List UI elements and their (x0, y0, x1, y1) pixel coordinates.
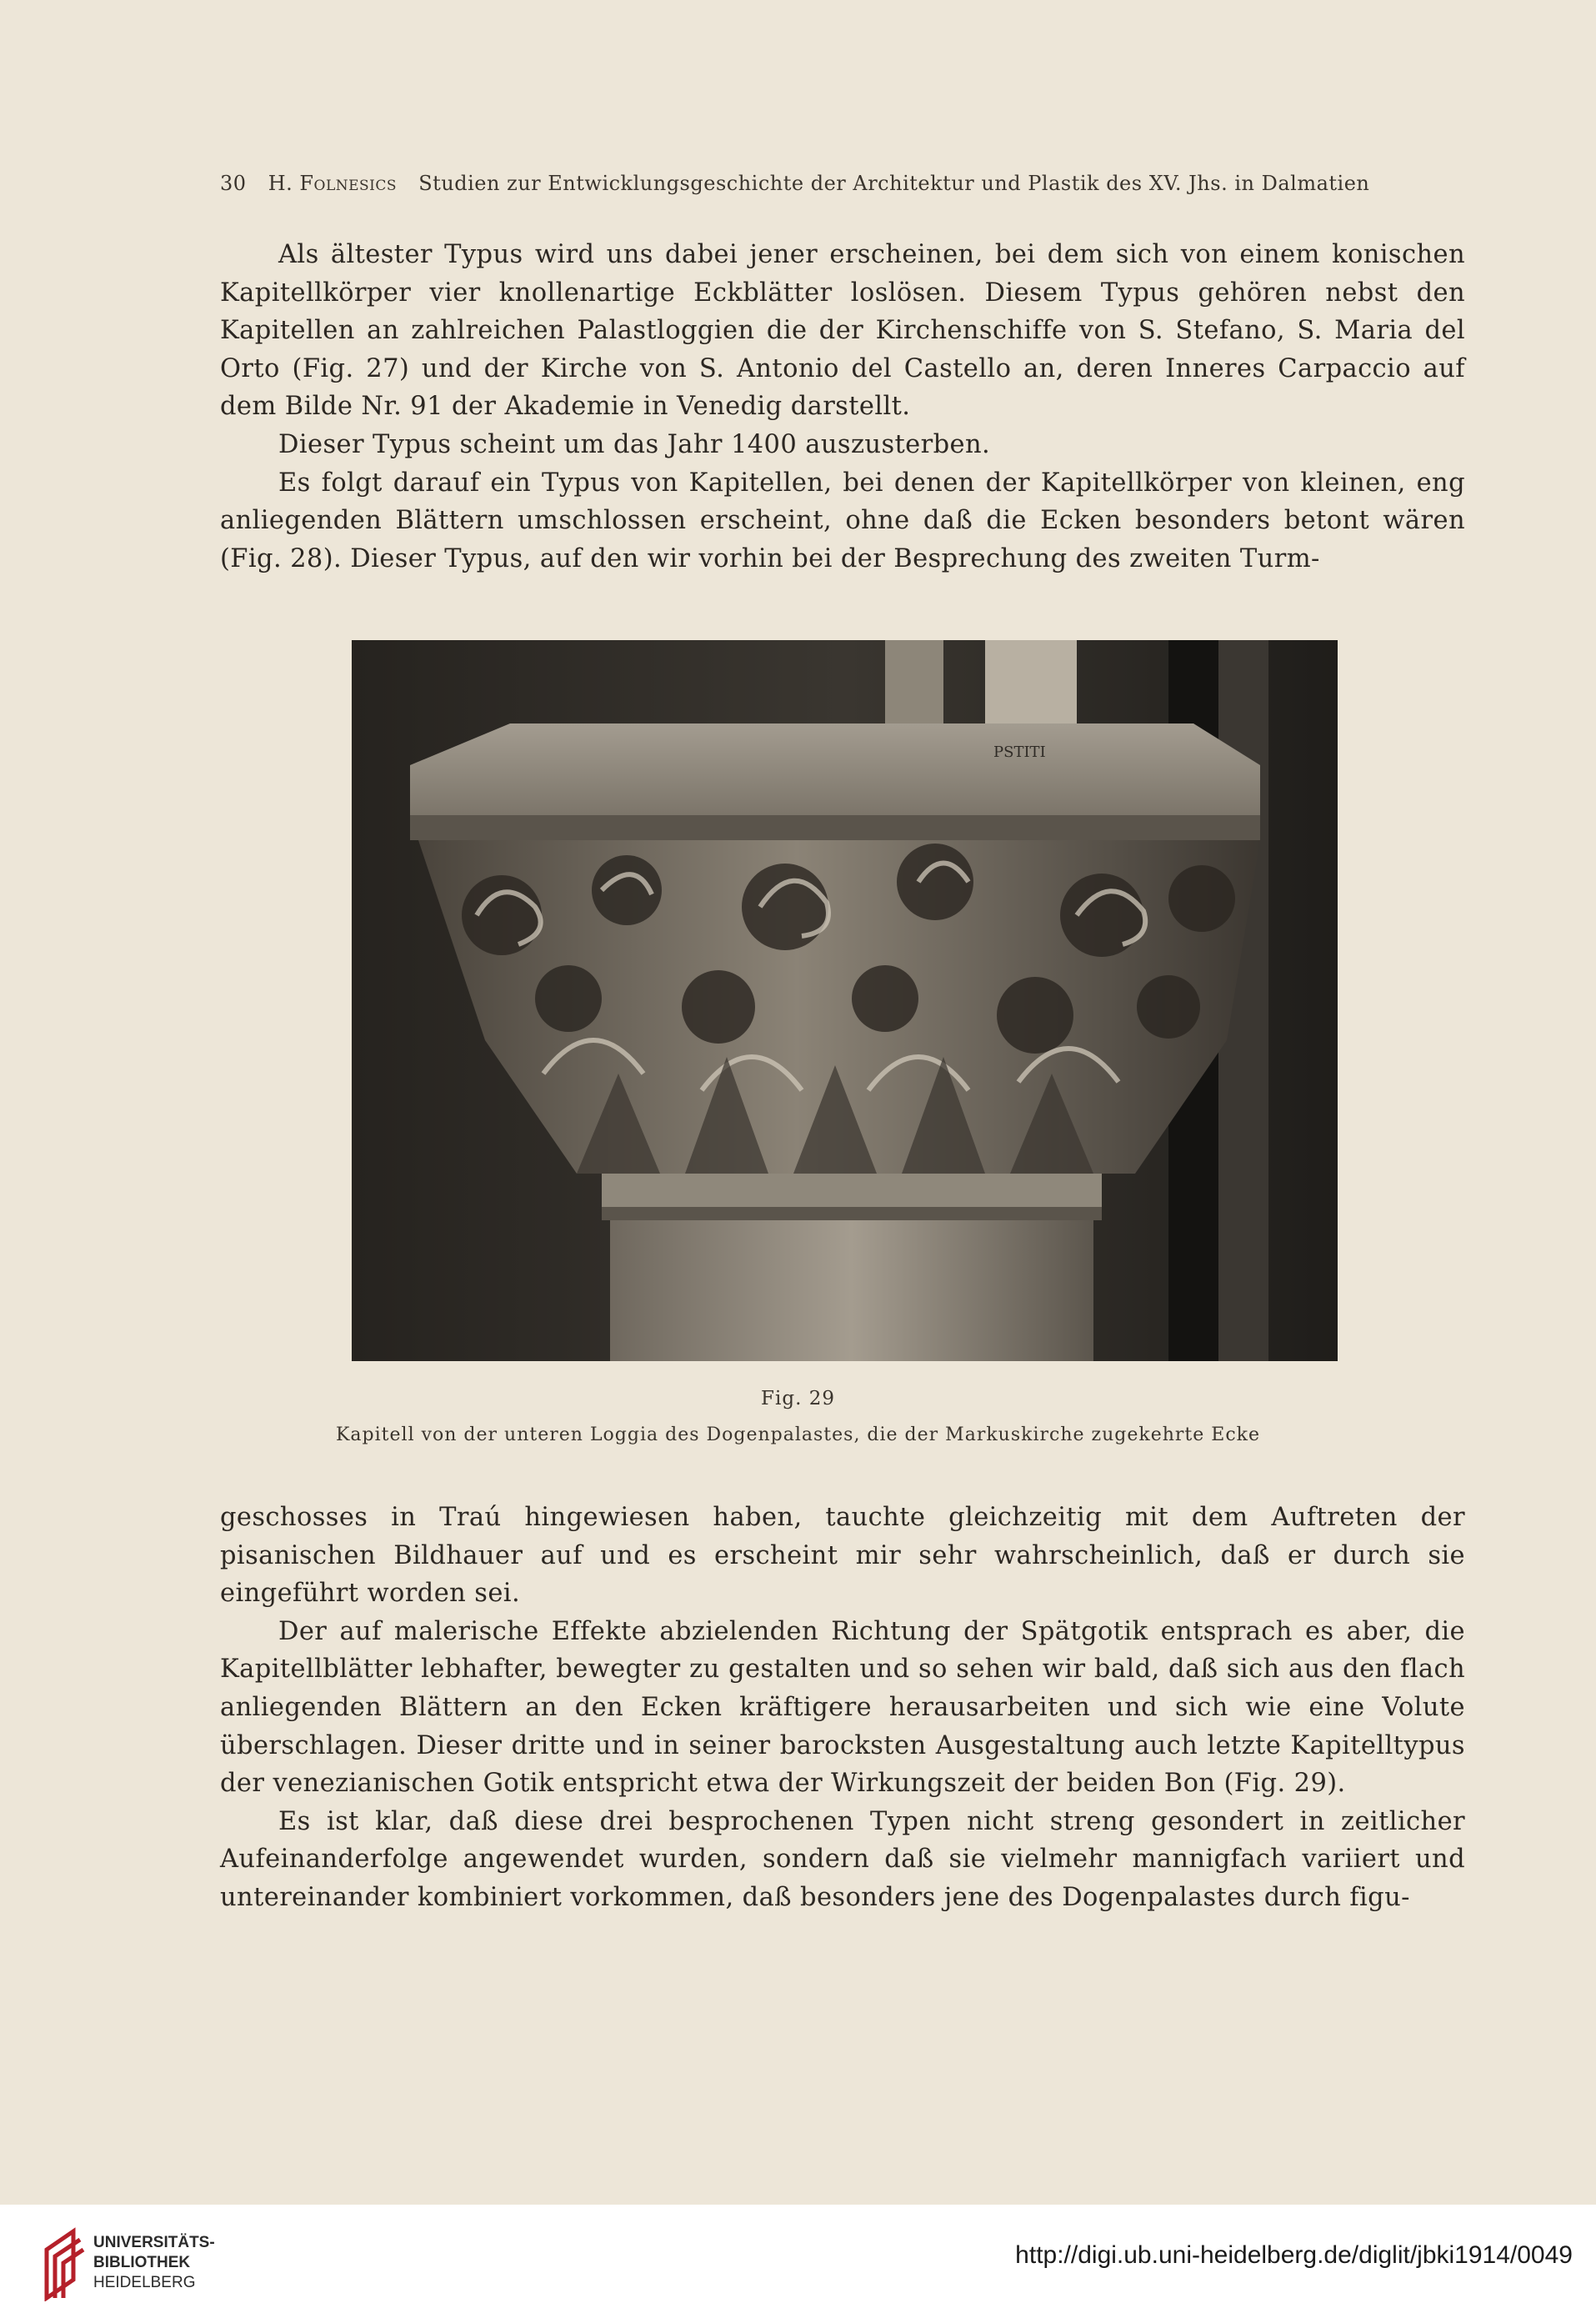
source-url-link[interactable]: http://digi.ub.uni-heidelberg.de/diglit/jbki1914/0049 (1015, 2241, 1573, 2269)
paragraph: Der auf malerische Effekte abzielenden Richtung der Spätgotik entsprach es aber, die Kapitellblätter lebhafter, bewegter zu gestalten und so sehen wir bald, daß sich aus den flach anliegenden Blättern an den Ecken kräftigere herausarbeiten und sich wie eine Volute überschlagen. Dieser dritte und in seiner barocksten Ausgestaltung auch letzte Kapitelltypus der venezianischen Gotik entspricht etwa der Wirkungszeit der beiden Bon (Fig. 29). (220, 1616, 1465, 1799)
library-name-line: BIBLIOTHEK (93, 2254, 191, 2271)
paragraph: geschosses in Traú hingewiesen haben, tauchte gleichzeitig mit dem Auftreten der pisanischen Bildhauer auf und es erscheint mir sehr wahrscheinlich, daß er durch sie eingeführt worden sei. (220, 1503, 1465, 1609)
capital-photograph-drawing (352, 640, 1338, 1361)
figure-number: Fig. 29 (761, 1388, 835, 1409)
text-block-bottom (220, 1499, 1465, 1917)
author-name: H. Folnesics (268, 172, 398, 195)
inscription-text: PSTITI (993, 743, 1046, 761)
page-number: 30 (220, 172, 247, 195)
digitization-footer (0, 2205, 1596, 2318)
paragraph: Es folgt darauf ein Typus von Kapitellen, bei denen der Kapitellkörper von kleinen, eng anliegenden Blättern umschlossen erscheint, ohne daß die Ecken besonders betont wären (Fig. 28). Dieser Typus, auf den wir vorhin bei der Besprechung des zweiten Turm- (220, 468, 1465, 573)
book-title: Studien zur Entwicklungsgeschichte der Architektur und Plastik des XV. Jhs. in Dalmatien (418, 172, 1370, 195)
paragraph: Es ist klar, daß diese drei besprochenen Typen nicht streng gesondert in zeitlicher Aufeinanderfolge angewendet wurden, sondern daß sie vielmehr mannigfach variiert und untereinander kombiniert vorkommen, daß besonders jene des Dogenpalastes durch figu- (220, 1806, 1465, 1912)
paragraph: Als ältester Typus wird uns dabei jener erscheinen, bei dem sich von einem konischen Kapitellkörper vier knollenartige Eckblätter loslösen. Diesem Typus gehören nebst den Kapitellen an zahlreichen Palastloggien die der Kirchenschiffe von S. Stefano, S. Maria del Orto (Fig. 27) und der Kirche von S. Antonio del Castello an, deren Inneres Carpaccio auf dem Bilde Nr. 91 der Akademie in Venedig darstellt. (220, 240, 1465, 422)
library-logo-icon (40, 2225, 87, 2301)
text-block-top (220, 236, 1465, 578)
paragraph: Dieser Typus scheint um das Jahr 1400 auszusterben. (278, 429, 991, 459)
library-name-line: UNIVERSITÄTS- (93, 2234, 215, 2251)
library-name-line: HEIDELBERG (93, 2274, 196, 2291)
running-head (220, 172, 1395, 195)
capital-photograph (352, 640, 1338, 1361)
figure-caption: Kapitell von der unteren Loggia des Dogenpalastes, die der Markuskirche zugekehrte Ecke (336, 1424, 1260, 1445)
library-name (93, 2233, 215, 2293)
